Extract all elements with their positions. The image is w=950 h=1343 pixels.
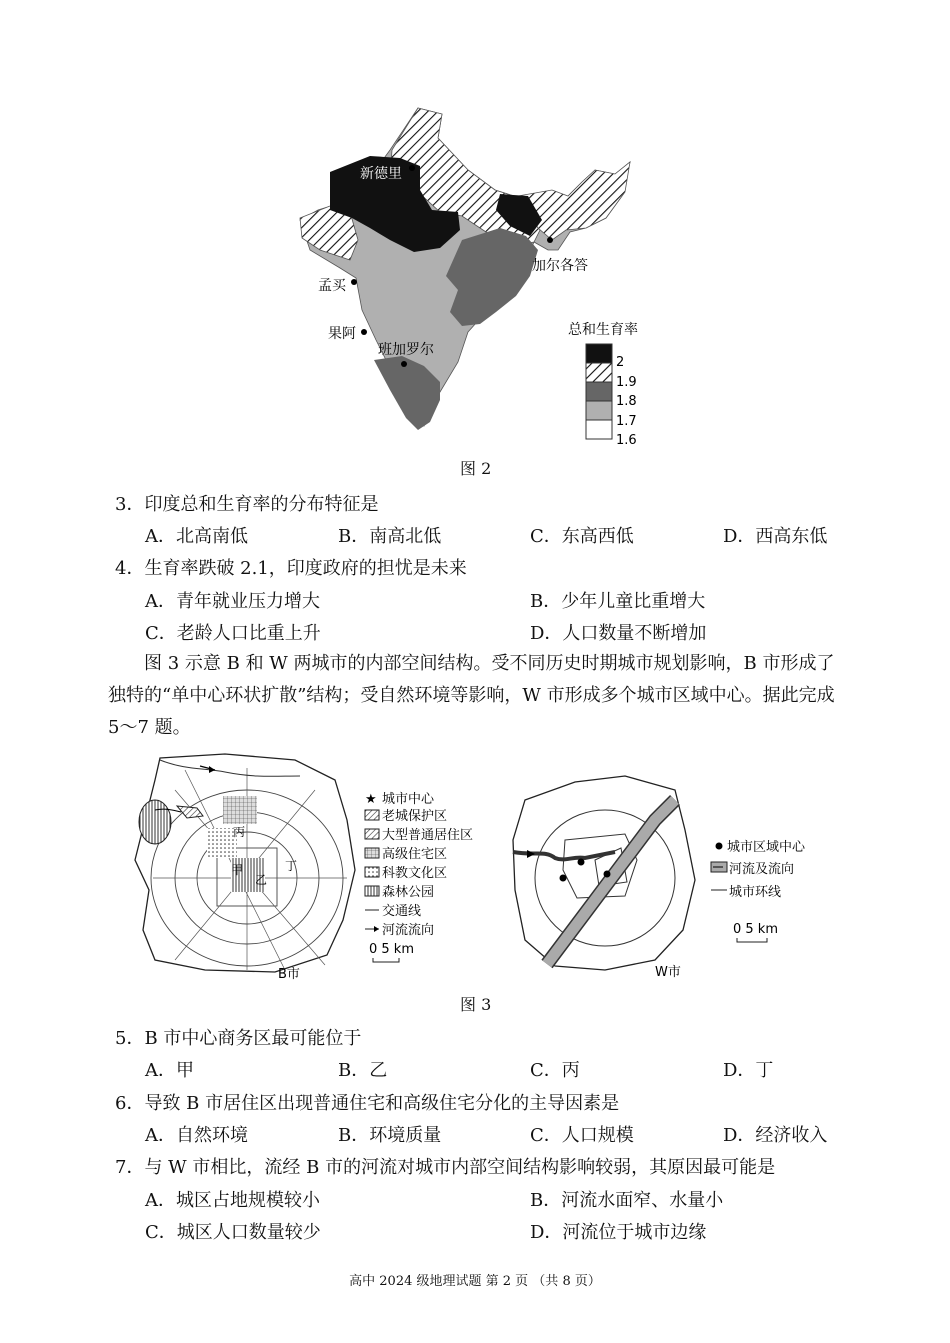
q4-option-c[interactable]: C．老龄人口比重上升 bbox=[145, 623, 321, 644]
w-legend-river: 河流及流向 bbox=[729, 862, 795, 877]
city-mumbai: 孟买 bbox=[318, 278, 346, 294]
legend-label-1-9: 1.9 bbox=[616, 375, 637, 390]
legend-label-1-7: 1.7 bbox=[616, 414, 637, 429]
q6-option-c[interactable]: C．人口规模 bbox=[530, 1125, 634, 1146]
w-legend-ring: 城市环线 bbox=[729, 885, 782, 900]
b-legend-old-city: 老城保护区 bbox=[382, 809, 448, 824]
b-legend-center: 城市中心 bbox=[382, 792, 435, 807]
q5-option-b[interactable]: B．乙 bbox=[338, 1060, 388, 1081]
w-legend-center: 城市区域中心 bbox=[727, 840, 806, 855]
b-scale: 0 5 km bbox=[369, 942, 414, 957]
b-legend-forest: 森林公园 bbox=[382, 885, 435, 900]
b-mark-yi: 乙 bbox=[255, 873, 268, 887]
b-mark-ding: 丁 bbox=[285, 859, 298, 873]
legend-title: 总和生育率 bbox=[568, 322, 638, 338]
intro-paragraph: 图 3 示意 B 和 W 两城市的内部空间结构。受不同历史时期城市规划影响，B 市形成了独特的“单中心环状扩散”结构；受自然环境等影响，W 市形成多个城市区域中心。据此完成 5～7 题。 bbox=[108, 653, 835, 738]
q4-option-d[interactable]: D．人口数量不断增加 bbox=[530, 623, 707, 644]
q6-option-a[interactable]: A．自然环境 bbox=[145, 1125, 248, 1146]
q3-option-c[interactable]: C．东高西低 bbox=[530, 526, 634, 547]
q3-option-b[interactable]: B．南高北低 bbox=[338, 526, 442, 547]
b-city-name: B市 bbox=[278, 967, 300, 982]
city-kolkata: 加尔各答 bbox=[532, 258, 588, 274]
b-legend-luxury: 高级住宅区 bbox=[382, 847, 448, 862]
q5-stem: 5．B 市中心商务区最可能位于 bbox=[115, 1028, 362, 1049]
q3-option-d[interactable]: D．西高东低 bbox=[723, 526, 828, 547]
q5-option-d[interactable]: D．丁 bbox=[723, 1060, 774, 1081]
q4-option-b[interactable]: B．少年儿童比重增大 bbox=[530, 591, 706, 612]
page-footer: 高中 2024 级地理试题 第 2 页 （共 8 页） bbox=[349, 1274, 601, 1289]
india-fertility-map bbox=[290, 100, 670, 455]
b-legend-residential: 大型普通居住区 bbox=[382, 828, 474, 843]
w-city-name: W市 bbox=[655, 965, 681, 980]
city-new-delhi: 新德里 bbox=[360, 166, 402, 182]
fig2-caption: 图 2 bbox=[460, 459, 492, 478]
q4-option-a[interactable]: A．青年就业压力增大 bbox=[145, 591, 320, 612]
b-legend-education: 科教文化区 bbox=[382, 866, 448, 881]
q7-option-c[interactable]: C．城区人口数量较少 bbox=[145, 1222, 321, 1243]
q4-stem: 4．生育率跌破 2.1，印度政府的担忧是未来 bbox=[115, 558, 467, 579]
q7-stem: 7．与 W 市相比，流经 B 市的河流对城市内部空间结构影响较弱，其原因最可能是 bbox=[115, 1157, 776, 1178]
q3-option-a[interactable]: A．北高南低 bbox=[145, 526, 248, 547]
w-scale: 0 5 km bbox=[733, 922, 778, 937]
fig3-caption: 图 3 bbox=[460, 995, 492, 1014]
q7-option-b[interactable]: B．河流水面窄、水量小 bbox=[530, 1190, 724, 1211]
q6-stem: 6．导致 B 市居住区出现普通住宅和高级住宅分化的主导因素是 bbox=[115, 1093, 620, 1114]
b-legend-transport: 交通线 bbox=[382, 904, 422, 919]
q6-option-d[interactable]: D．经济收入 bbox=[723, 1125, 828, 1146]
b-legend-river: 河流流向 bbox=[382, 923, 435, 938]
city-bangalore: 班加罗尔 bbox=[378, 342, 434, 358]
q5-option-c[interactable]: C．丙 bbox=[530, 1060, 580, 1081]
q7-option-d[interactable]: D．河流位于城市边缘 bbox=[530, 1222, 707, 1243]
b-mark-jia: 甲 bbox=[231, 863, 244, 877]
legend-swatches bbox=[586, 344, 612, 439]
b-mark-bing: 丙 bbox=[233, 825, 246, 839]
q5-option-a[interactable]: A．甲 bbox=[145, 1060, 194, 1081]
b-city-map bbox=[115, 750, 500, 990]
q6-option-b[interactable]: B．环境质量 bbox=[338, 1125, 442, 1146]
q3-stem: 3．印度总和生育率的分布特征是 bbox=[115, 494, 379, 515]
q7-option-a[interactable]: A．城区占地规模较小 bbox=[145, 1190, 320, 1211]
legend-label-1-8: 1.8 bbox=[616, 394, 637, 409]
svg-text:★: ★ bbox=[365, 792, 377, 807]
legend-label-1-6: 1.6 bbox=[616, 433, 637, 448]
w-city-map bbox=[505, 770, 845, 990]
city-goa: 果阿 bbox=[328, 326, 356, 342]
legend-label-2: 2 bbox=[616, 355, 625, 370]
